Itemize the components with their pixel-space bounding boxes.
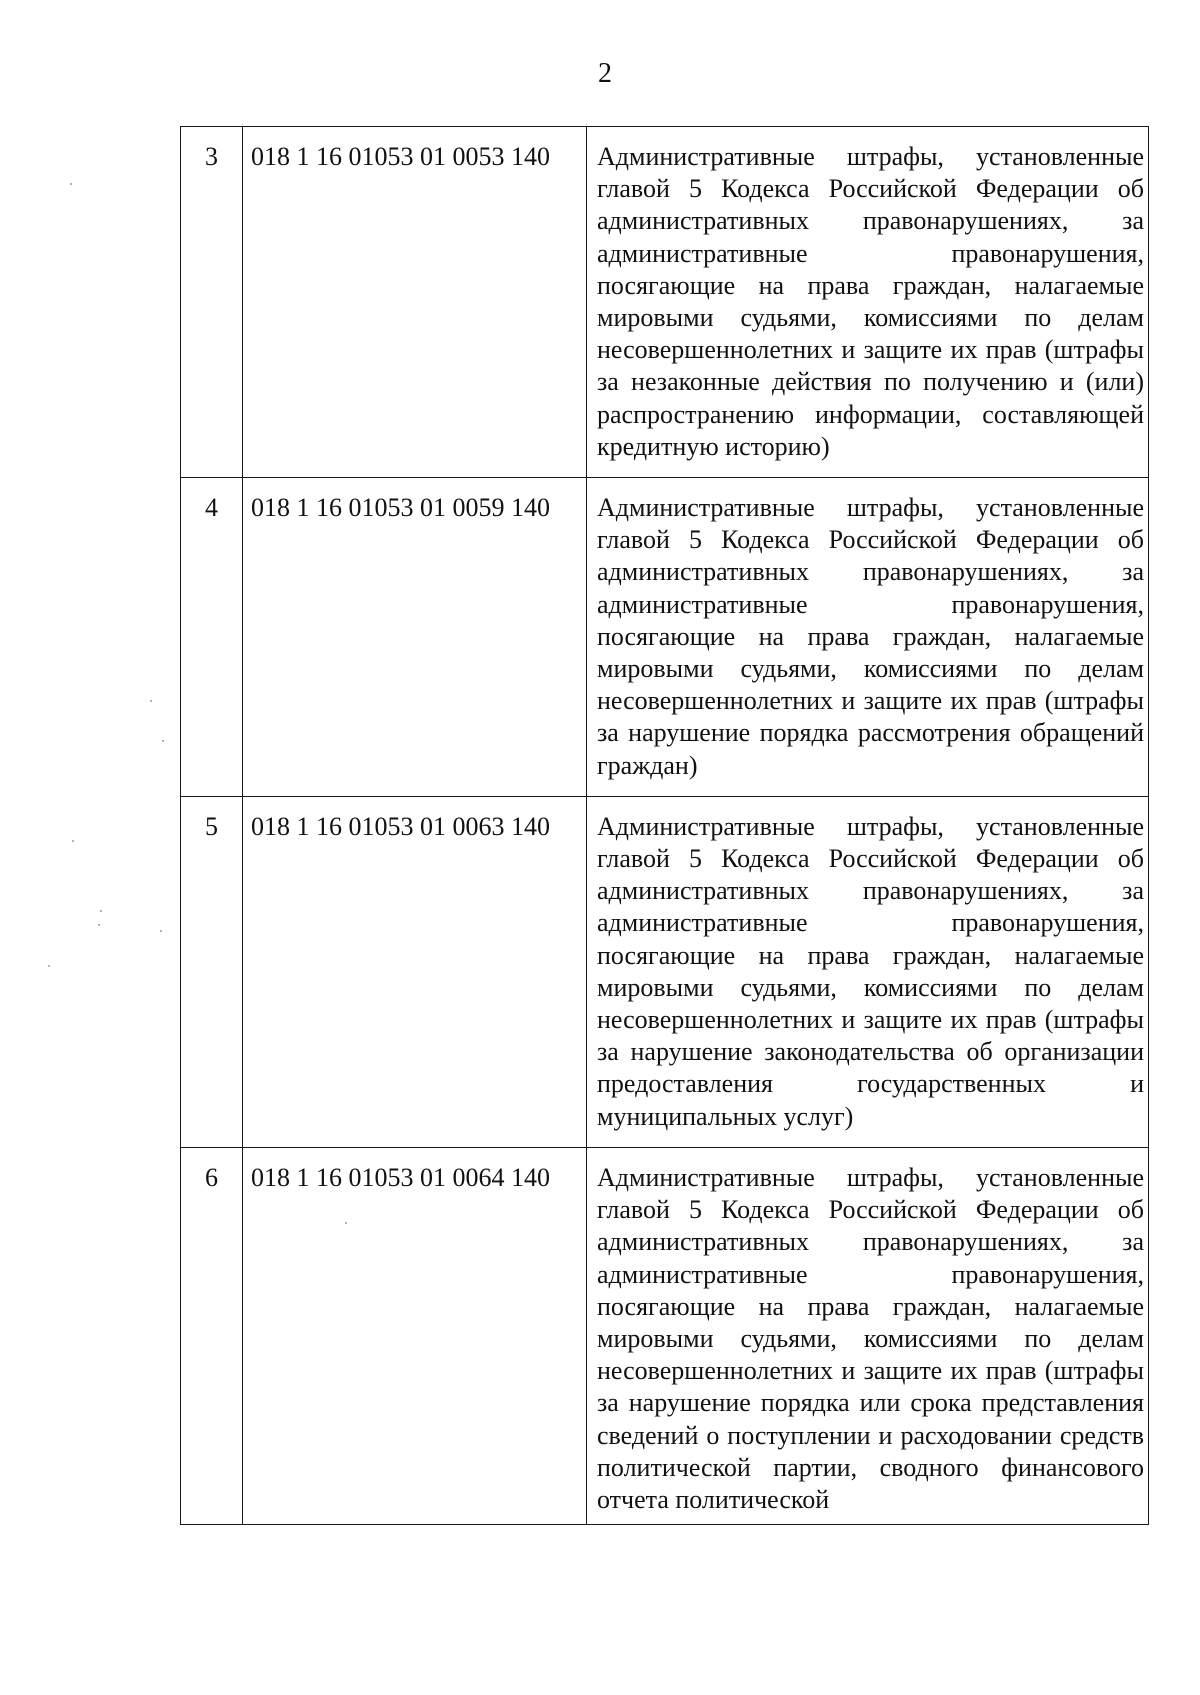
scan-speck [70,183,72,185]
row-number: 5 [181,796,243,1147]
budget-classification-code: 018 1 16 01053 01 0059 140 [243,478,587,797]
table-row [181,478,1149,797]
scan-speck [345,1222,347,1224]
budget-classification-code: 018 1 16 01053 01 0063 140 [243,796,587,1147]
row-number: 3 [181,127,243,478]
table-row [181,796,1149,1147]
row-description: Административные штрафы, установленные главой 5 Кодекса Российской Федерации об административных правонарушениях, за административные правонарушения, посягающие на права граждан, налагаемые мировыми судьями, комиссиями по делам несовершеннолетних и защите их прав (штрафы за незаконные действия по получению и (или) распространению информации, составляющей кредитную историю) [587,127,1149,478]
codes-table [180,126,1149,1525]
scan-speck [48,965,50,967]
row-description: Административные штрафы, установленные главой 5 Кодекса Российской Федерации об административных правонарушениях, за административные правонарушения, посягающие на права граждан, налагаемые мировыми судьями, комиссиями по делам несовершеннолетних и защите их прав (штрафы за нарушение законодательства об организации предоставления государственных и муниципальных услуг) [587,796,1149,1147]
budget-classification-code: 018 1 16 01053 01 0064 140 [243,1147,587,1524]
scan-speck [150,700,152,702]
row-description: Административные штрафы, установленные главой 5 Кодекса Российской Федерации об административных правонарушениях, за административные правонарушения, посягающие на права граждан, налагаемые мировыми судьями, комиссиями по делам несовершеннолетних и защите их прав (штрафы за нарушение порядка или срока представления сведений о поступлении и расходовании средств политической партии, сводного финансового отчета политической [587,1147,1149,1524]
scan-speck [100,910,102,912]
row-description: Административные штрафы, установленные главой 5 Кодекса Российской Федерации об административных правонарушениях, за административные правонарушения, посягающие на права граждан, налагаемые мировыми судьями, комиссиями по делам несовершеннолетних и защите их прав (штрафы за нарушение порядка рассмотрения обращений граждан) [587,478,1149,797]
row-number: 6 [181,1147,243,1524]
table-row [181,127,1149,478]
scan-speck [162,740,164,742]
scan-speck [98,924,100,926]
page-number: 2 [598,58,612,89]
table-row [181,1147,1149,1524]
row-number: 4 [181,478,243,797]
budget-classification-code: 018 1 16 01053 01 0053 140 [243,127,587,478]
scan-speck [160,930,162,932]
scan-speck [72,840,74,842]
